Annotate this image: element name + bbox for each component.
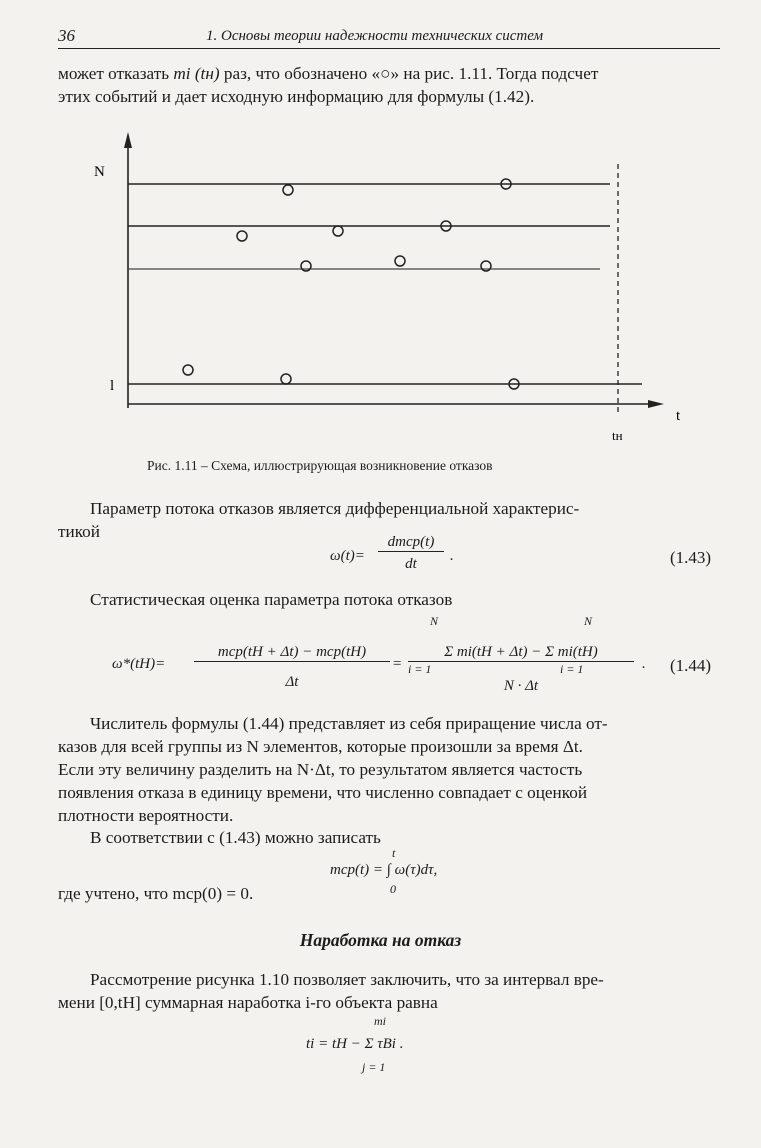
paragraph-note: где учтено, что mcp(0) = 0. — [58, 884, 254, 903]
failure-marker — [183, 365, 193, 375]
integral-equation: t mcp(t) = ∫ ω(τ)dτ, 0 — [330, 846, 438, 896]
paragraph-accordance: В соответствии с (1.43) можно записать — [90, 828, 381, 847]
equation-1-43: ω(t)= dmcp(t) dt . — [330, 534, 454, 572]
failure-marker — [395, 256, 405, 266]
y-axis-label: N — [94, 164, 105, 180]
failure-marker — [281, 374, 291, 384]
page-number: 36 — [58, 26, 75, 45]
intro-line-2: этих событий и дает исходную информацию для формулы (1.42). — [58, 87, 535, 106]
paragraph-statistical-estimate: Статистическая оценка параметра потока отказов — [90, 590, 453, 609]
y-axis-arrow-icon — [124, 132, 132, 148]
paragraph-mtbf: Рассмотрение рисунка 1.10 позволяет заключить, что за интервал вре- мени [0,tH] суммарная наработка i-го объекта равна — [58, 970, 604, 1012]
section-heading: Наработка на отказ — [299, 930, 462, 950]
running-header — [58, 26, 720, 49]
failure-marker — [333, 226, 343, 236]
failure-marker — [237, 231, 247, 241]
equation-total-operating-time: mi ti = tH − Σ τBi . j = 1 — [306, 1014, 404, 1074]
intro-inline-math: mi (tн) — [173, 64, 220, 83]
failure-diagram — [60, 118, 700, 458]
paragraph-numerator: Числитель формулы (1.44) представляет из себя приращение числа от- казов для всей группы из N элементов, которые произошли за время Δt. Если эту величину разделить на N·Δt, то результатом является частость появления отказа в единицу времени, что численно совпадает с оценкой плотности вероятности. — [58, 714, 608, 825]
y-bottom-label: l — [110, 378, 115, 394]
running-title: 1. Основы теории надежности технических систем — [206, 28, 544, 44]
figure-caption: Рис. 1.11 – Схема, иллюстрирующая возникновение отказов — [147, 458, 493, 473]
failure-marker — [283, 185, 293, 195]
x-axis-arrow-icon — [648, 400, 664, 408]
equation-number-1-44: (1.44) — [670, 656, 712, 675]
equation-number-1-43: (1.43) — [670, 548, 712, 567]
equation-1-44: ω*(tH)= mcp(tH + Δt) − mcp(tH) Δt = N N Σ mi(tH + Δt) − Σ mi(tH) i = 1 i = 1 N · Δt . — [112, 614, 646, 694]
paragraph-flow-parameter: Параметр потока отказов является дифференциальной характерис- тикой — [58, 499, 580, 541]
tn-label: tн — [612, 428, 623, 443]
x-axis-label: t — [676, 408, 681, 424]
intro-paragraph — [58, 62, 720, 108]
intro-line-1: может отказать mi (tн) раз, что обозначено «○» на рис. 1.11. Тогда подсчет — [58, 64, 599, 83]
